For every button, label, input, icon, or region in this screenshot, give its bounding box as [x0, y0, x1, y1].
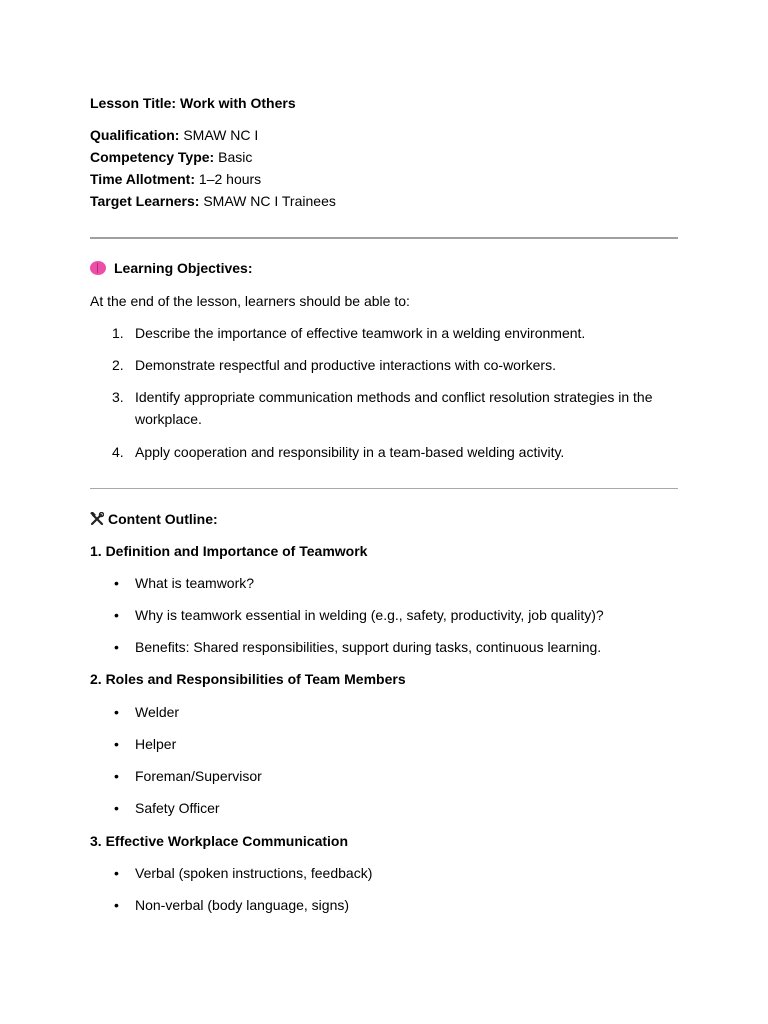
- time-allotment-value: 1–2 hours: [195, 171, 262, 187]
- objective-text: Describe the importance of effective teamwork in a welding environment.: [135, 325, 586, 341]
- target-learners-value: SMAW NC I Trainees: [199, 193, 336, 209]
- list-item-text: Benefits: Shared responsibilities, support during tasks, continuous learning.: [135, 639, 602, 655]
- tools-icon: [90, 512, 104, 526]
- content-heading-row: [90, 510, 218, 528]
- list-item-text: Safety Officer: [135, 800, 220, 816]
- divider: [90, 488, 678, 489]
- section-title: 1. Definition and Importance of Teamwork: [90, 543, 368, 559]
- qualification-row: [90, 126, 258, 144]
- objective-text: Demonstrate respectful and productive interactions with co-workers.: [135, 357, 556, 373]
- bullet: •: [114, 704, 119, 720]
- section-title: 2. Roles and Responsibilities of Team Members: [90, 671, 406, 687]
- bullet: •: [114, 639, 119, 655]
- bullet: •: [114, 800, 119, 816]
- list-item-text: Verbal (spoken instructions, feedback): [135, 865, 373, 881]
- qualification-label: Qualification:: [90, 127, 180, 143]
- target-learners-row: [90, 192, 336, 210]
- competency-value: Basic: [214, 149, 253, 165]
- bullet: •: [114, 897, 119, 913]
- content-heading: Content Outline:: [108, 511, 218, 527]
- objectives-intro: At the end of the lesson, learners should be able to:: [90, 293, 410, 309]
- target-learners-label: Target Learners:: [90, 193, 200, 209]
- objective-text: Apply cooperation and responsibility in a team-based welding activity.: [135, 444, 565, 460]
- list-item-text: Non-verbal (body language, signs): [135, 897, 350, 913]
- list-item-text: Foreman/Supervisor: [135, 768, 262, 784]
- divider: [90, 237, 678, 239]
- bullet: •: [114, 768, 119, 784]
- objective-number: 4.: [112, 444, 124, 460]
- qualification-value: SMAW NC I: [179, 127, 259, 143]
- competency-label: Competency Type:: [90, 149, 215, 165]
- list-item-text: What is teamwork?: [135, 575, 255, 591]
- time-allotment-row: [90, 170, 261, 188]
- section-title: 3. Effective Workplace Communication: [90, 833, 349, 849]
- list-item-text: Why is teamwork essential in welding (e.g., safety, productivity, job quality)?: [135, 607, 604, 623]
- bullet: •: [114, 575, 119, 591]
- objective-number: 1.: [112, 325, 124, 341]
- bullet: •: [114, 736, 119, 752]
- list-item-text: Welder: [135, 704, 180, 720]
- objective-number: 3.: [112, 389, 124, 405]
- bullet: •: [114, 607, 119, 623]
- list-item-text: Helper: [135, 736, 177, 752]
- lesson-title: Lesson Title: Work with Others: [90, 95, 296, 111]
- brain-icon: [90, 261, 106, 275]
- objectives-heading-row: [90, 259, 252, 277]
- objectives-heading: Learning Objectives:: [114, 260, 253, 276]
- time-allotment-label: Time Allotment:: [90, 171, 196, 187]
- competency-row: [90, 148, 252, 166]
- bullet: •: [114, 865, 119, 881]
- objective-text: Identify appropriate communication methods and conflict resolution strategies in the workplace.: [135, 389, 653, 427]
- objective-number: 2.: [112, 357, 124, 373]
